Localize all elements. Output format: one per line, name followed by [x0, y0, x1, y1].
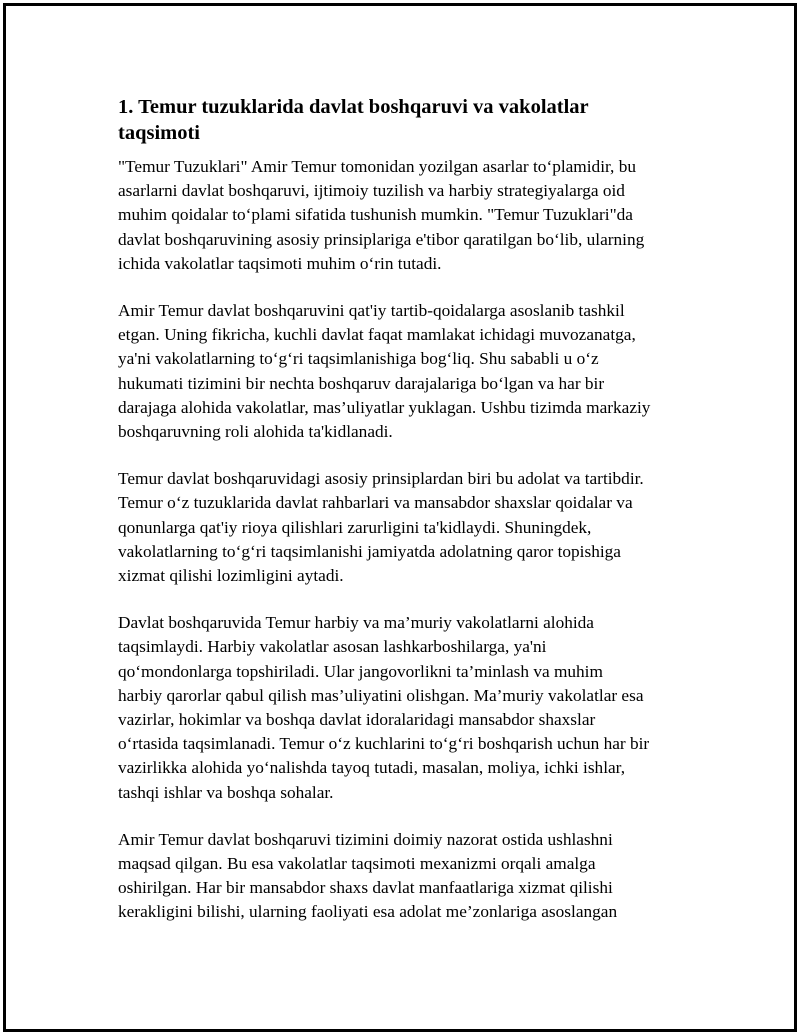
- paragraph-5: Amir Temur davlat boshqaruvi tizimini doimiy nazorat ostida ushlashni maqsad qilgan. Bu esa vakolatlar taqsimoti mexanizmi orqali amalga oshirilgan. Har bir mansabdor shaxs davlat manfaatlariga xizmat qilishi kerakligini bilishi, ularning faoliyati esa adolat me’zonlariga asoslangan: [118, 829, 618, 922]
- paragraph-3: Temur davlat boshqaruvidagi asosiy prinsiplardan biri bu adolat va tartibdir. Temur o‘z tuzuklarida davlat rahbarlari va mansabdor shaxslar qoidalar va qonunlarga qat'iy rioya qilishlari zarurligini ta'kidlaydi. Shuningdek, vakolatlarning to‘g‘ri taqsimlanishi jamiyatda adolatning qaror topishiga xizmat qilishi lozimligini aytadi.: [118, 469, 644, 586]
- paragraph-1: "Temur Tuzuklari" Amir Temur tomonidan yozilgan asarlar to‘plamidir, bu asarlarni davlat boshqaruvi, ijtimoiy tuzilish va harbiy strategiyalarga oid muhim qoidalar to‘plami sifatida tushunish mumkin. "Temur Tuzuklari"da davlat boshqaruvining asosiy prinsiplariga e'tibor qaratilgan bo‘lib, ularning ichida vakolatlar taqsimoti muhim o‘rin tutadi.: [118, 157, 645, 273]
- paragraph-4: Davlat boshqaruvida Temur harbiy va ma’muriy vakolatlarni alohida taqsimlaydi. Harbiy vakolatlar asosan lashkarboshilarga, ya'ni qo‘mondonlarga topshiriladi. Ular jangovorlikni ta’minlash va muhim harbiy qarorlar qabul qilish mas’uliyatini olishgan. Ma’muriy vakolatlar esa vazirlar, hokimlar va boshqa davlat idoralaridagi mansabdor shaxslar o‘rtasida taqsimlanadi. Temur o‘z kuchlarini to‘g‘ri boshqarish uchun har bir vazirlikka alohida yo‘nalishda tayoq tutadi, masalan, moliya, ichki ishlar, tashqi ishlar va boshqa sohalar.: [118, 613, 650, 802]
- document-body: [118, 94, 700, 948]
- section-heading: 1. Temur tuzuklarida davlat boshqaruvi va vakolatlar taqsimoti: [118, 96, 589, 144]
- paragraph-2: Amir Temur davlat boshqaruvini qat'iy tartib-qoidalarga asoslanib tashkil etgan. Uning fikricha, kuchli davlat faqat mamlakat ichidagi muvozanatga, ya'ni vakolatlarning to‘g‘ri taqsimlanishiga bog‘liq. Shu sababli u o‘z hukumati tizimini bir nechta boshqaruv darajalariga bo‘lgan va har bir darajaga alohida vakolatlar, mas’uliyatlar yuklagan. Ushbu tizimda markaziy boshqaruvning roli alohida ta'kidlanadi.: [118, 301, 651, 442]
